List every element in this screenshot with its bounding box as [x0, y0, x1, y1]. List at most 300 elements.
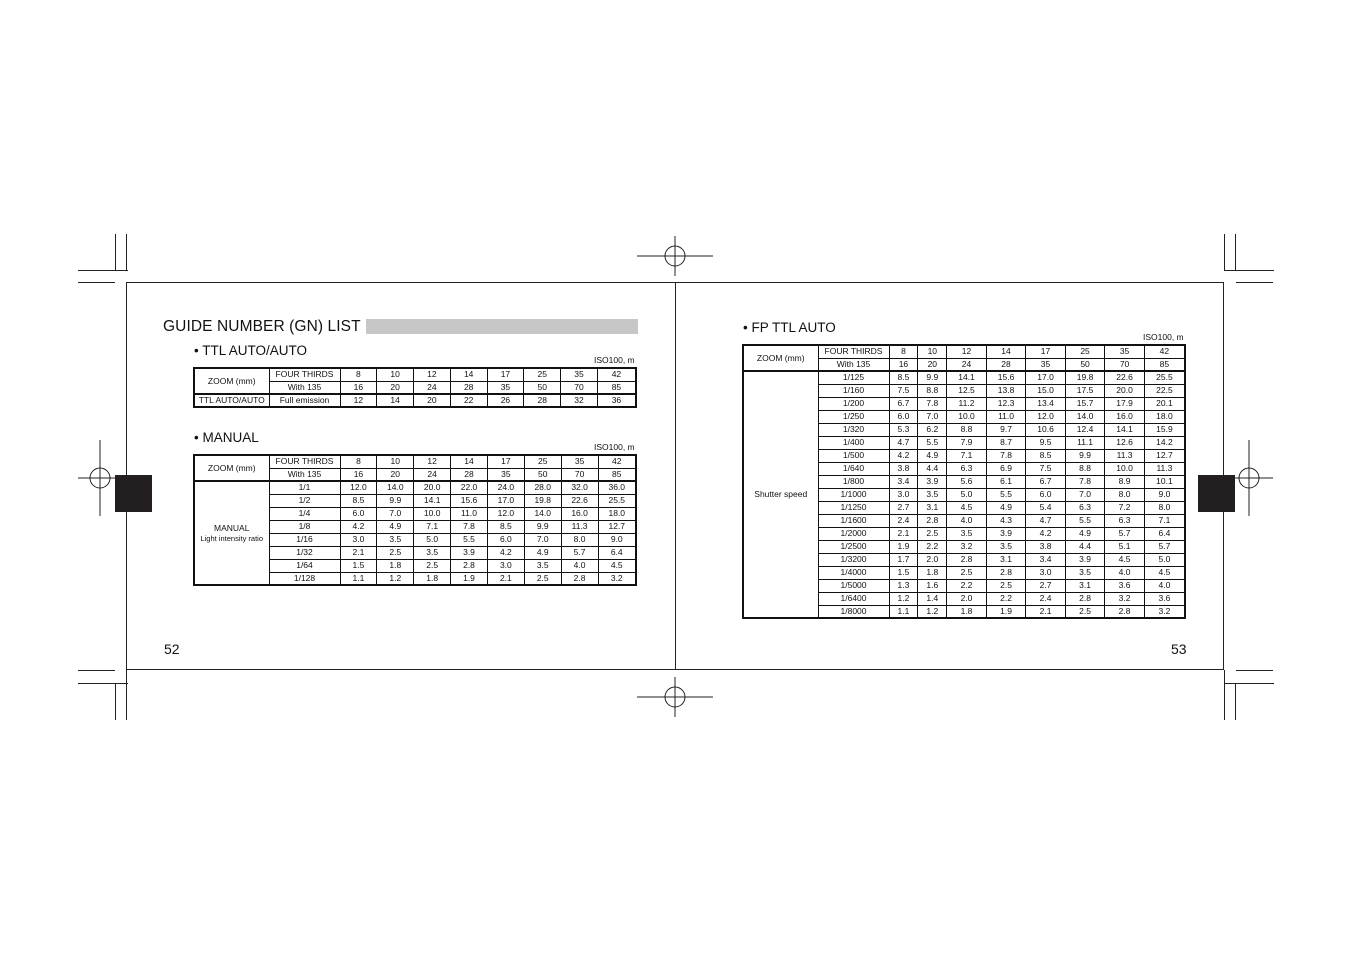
fp-iso-note: ISO100, m: [1143, 332, 1184, 342]
fp-cell: 3.5: [947, 527, 987, 540]
manual-cell: 14.1: [414, 494, 451, 507]
ttl-ft-2: 12: [414, 368, 451, 381]
page-title: GUIDE NUMBER (GN) LIST: [163, 318, 361, 335]
manual-w135-2: 24: [414, 468, 451, 481]
fp-cell: 1.9: [986, 605, 1026, 618]
ttl-w135-4: 35: [487, 381, 524, 394]
fp-cell: 5.0: [1144, 553, 1185, 566]
manual-cell: 6.0: [487, 533, 524, 546]
ttl-val-3: 22: [450, 394, 487, 407]
fp-cell: 14.0: [1065, 410, 1105, 423]
ttl-zoom-label: ZOOM (mm): [194, 368, 269, 394]
fp-ft-1: 10: [918, 345, 947, 358]
fp-cell: 8.0: [1105, 488, 1145, 501]
fp-cell: 3.5: [1065, 566, 1105, 579]
manual-cell: 14.0: [524, 507, 561, 520]
index-tab-left: [115, 475, 152, 512]
fp-row-label: 1/640: [818, 462, 889, 475]
manual-cell: 15.6: [451, 494, 488, 507]
fp-cell: 7.1: [1144, 514, 1185, 527]
manual-cell: 16.0: [561, 507, 598, 520]
fp-cell: 1.7: [889, 553, 918, 566]
fp-cell: 7.5: [1026, 462, 1066, 475]
manual-ft-1: 10: [377, 455, 414, 468]
fp-cell: 5.3: [889, 423, 918, 436]
manual-side-label-2: Light intensity ratio: [200, 533, 264, 543]
fp-cell: 15.6: [986, 371, 1026, 384]
manual-w135-4: 35: [487, 468, 524, 481]
manual-cell: 8.0: [561, 533, 598, 546]
manual-cell: 1.2: [377, 572, 414, 585]
fp-cell: 7.9: [947, 436, 987, 449]
fp-cell: 10.6: [1026, 423, 1066, 436]
fp-ttl-auto-heading: • FP TTL AUTO: [743, 320, 836, 335]
manual-row-label: 1/4: [269, 507, 340, 520]
fp-ft-4: 17: [1026, 345, 1066, 358]
fp-cell: 12.5: [947, 384, 987, 397]
fp-cell: 1.2: [889, 592, 918, 605]
fp-cell: 6.1: [986, 475, 1026, 488]
fp-cell: 6.0: [1026, 488, 1066, 501]
fp-cell: 1.4: [918, 592, 947, 605]
fp-cell: 2.5: [1065, 605, 1105, 618]
ttl-ft-5: 25: [524, 368, 561, 381]
manual-cell: 22.0: [451, 481, 488, 494]
fp-cell: 3.5: [918, 488, 947, 501]
fp-cell: 2.5: [986, 579, 1026, 592]
ttl-w135-1: 20: [377, 381, 414, 394]
fp-cell: 3.9: [986, 527, 1026, 540]
fp-cell: 5.5: [1065, 514, 1105, 527]
fp-cell: 5.4: [1026, 501, 1066, 514]
fp-cell: 3.1: [918, 501, 947, 514]
manual-cell: 9.0: [598, 533, 636, 546]
fp-row-label: 1/125: [818, 371, 889, 384]
manual-cell: 12.0: [487, 507, 524, 520]
fp-cell: 4.2: [889, 449, 918, 462]
manual-row-label: 1/64: [269, 559, 340, 572]
fp-w135-2: 24: [947, 358, 987, 371]
fp-cell: 1.1: [889, 605, 918, 618]
manual-cell: 4.9: [377, 520, 414, 533]
fp-cell: 2.7: [1026, 579, 1066, 592]
ttl-w135-6: 70: [561, 381, 598, 394]
fp-cell: 2.4: [1026, 592, 1066, 605]
fp-cell: 15.7: [1065, 397, 1105, 410]
manual-cell: 7.0: [524, 533, 561, 546]
fp-row-label: 1/6400: [818, 592, 889, 605]
manual-cell: 7.0: [377, 507, 414, 520]
manual-heading: • MANUAL: [194, 430, 259, 445]
ttl-four-thirds-label: FOUR THIRDS: [269, 368, 340, 381]
fp-cell: 4.0: [1105, 566, 1145, 579]
fp-cell: 3.6: [1144, 592, 1185, 605]
fp-cell: 12.0: [1026, 410, 1066, 423]
fp-ttl-auto-table: [742, 344, 1186, 619]
ttl-w135-5: 50: [524, 381, 561, 394]
page-number-left: 52: [164, 641, 180, 657]
fp-cell: 8.8: [918, 384, 947, 397]
manual-cell: 2.5: [377, 546, 414, 559]
ttl-auto-heading: • TTL AUTO/AUTO: [194, 343, 308, 358]
fp-cell: 4.5: [1105, 553, 1145, 566]
fp-zoom-label: ZOOM (mm): [743, 345, 818, 371]
fp-cell: 3.4: [1026, 553, 1066, 566]
fp-cell: 9.5: [1026, 436, 1066, 449]
fp-cell: 5.6: [947, 475, 987, 488]
ttl-iso-note: ISO100, m: [594, 355, 635, 365]
manual-with135-label: With 135: [269, 468, 340, 481]
manual-cell: 3.9: [451, 546, 488, 559]
index-tab-right: [1198, 475, 1235, 512]
fp-cell: 4.5: [1144, 566, 1185, 579]
fp-ft-7: 42: [1144, 345, 1185, 358]
manual-four-thirds-label: FOUR THIRDS: [269, 455, 340, 468]
manual-cell: 3.5: [414, 546, 451, 559]
fp-cell: 2.1: [889, 527, 918, 540]
fp-cell: 11.3: [1144, 462, 1185, 475]
fp-cell: 14.1: [947, 371, 987, 384]
fp-cell: 12.4: [1065, 423, 1105, 436]
manual-w135-6: 70: [561, 468, 598, 481]
fp-cell: 3.9: [1065, 553, 1105, 566]
fp-cell: 5.5: [986, 488, 1026, 501]
ttl-ft-6: 35: [561, 368, 598, 381]
ttl-val-6: 32: [561, 394, 598, 407]
fp-cell: 2.0: [918, 553, 947, 566]
manual-cell: 19.8: [524, 494, 561, 507]
fp-cell: 4.4: [918, 462, 947, 475]
fp-cell: 4.0: [947, 514, 987, 527]
fp-w135-1: 20: [918, 358, 947, 371]
fp-row-label: 1/1000: [818, 488, 889, 501]
fp-cell: 12.7: [1144, 449, 1185, 462]
manual-w135-0: 16: [340, 468, 377, 481]
ttl-w135-3: 28: [450, 381, 487, 394]
fp-cell: 2.7: [889, 501, 918, 514]
title-underbar: [366, 319, 638, 334]
manual-w135-3: 28: [451, 468, 488, 481]
fp-cell: 3.8: [889, 462, 918, 475]
fp-cell: 7.8: [918, 397, 947, 410]
manual-ft-6: 35: [561, 455, 598, 468]
fp-cell: 20.1: [1144, 397, 1185, 410]
manual-cell: 18.0: [598, 507, 636, 520]
fp-w135-4: 35: [1026, 358, 1066, 371]
fp-row-label: 1/320: [818, 423, 889, 436]
manual-cell: 2.8: [561, 572, 598, 585]
fp-cell: 14.2: [1144, 436, 1185, 449]
fp-cell: 16.0: [1105, 410, 1145, 423]
fp-cell: 4.2: [1026, 527, 1066, 540]
fp-cell: 1.8: [947, 605, 987, 618]
fp-cell: 7.8: [1065, 475, 1105, 488]
fp-cell: 13.8: [986, 384, 1026, 397]
manual-row-label: 1/8: [269, 520, 340, 533]
fp-cell: 4.7: [1026, 514, 1066, 527]
manual-cell: 11.3: [561, 520, 598, 533]
fp-cell: 4.9: [986, 501, 1026, 514]
manual-cell: 1.5: [340, 559, 377, 572]
manual-cell: 6.0: [340, 507, 377, 520]
fp-cell: 20.0: [1105, 384, 1145, 397]
fp-cell: 15.0: [1026, 384, 1066, 397]
fp-cell: 1.5: [889, 566, 918, 579]
fp-cell: 2.4: [889, 514, 918, 527]
manual-cell: 1.8: [414, 572, 451, 585]
fp-cell: 2.0: [947, 592, 987, 605]
fp-cell: 8.8: [1065, 462, 1105, 475]
fp-cell: 14.1: [1105, 423, 1145, 436]
manual-cell: 36.0: [598, 481, 636, 494]
manual-w135-1: 20: [377, 468, 414, 481]
fp-row-label: 1/1250: [818, 501, 889, 514]
fp-cell: 6.3: [1065, 501, 1105, 514]
fp-cell: 3.5: [986, 540, 1026, 553]
fp-cell: 4.9: [1065, 527, 1105, 540]
manual-cell: 17.0: [487, 494, 524, 507]
fp-cell: 2.2: [918, 540, 947, 553]
manual-row-label: 1/32: [269, 546, 340, 559]
ttl-val-7: 36: [597, 394, 636, 407]
fp-ft-5: 25: [1065, 345, 1105, 358]
manual-ft-2: 12: [414, 455, 451, 468]
manual-row-label: 1/128: [269, 572, 340, 585]
ttl-val-5: 28: [524, 394, 561, 407]
ttl-mode-label: TTL AUTO/AUTO: [194, 394, 269, 407]
fp-cell: 5.7: [1144, 540, 1185, 553]
fp-cell: 4.7: [889, 436, 918, 449]
manual-cell: 9.9: [524, 520, 561, 533]
fp-cell: 6.9: [986, 462, 1026, 475]
manual-cell: 4.9: [524, 546, 561, 559]
fp-cell: 2.8: [986, 566, 1026, 579]
fp-cell: 2.5: [918, 527, 947, 540]
fp-cell: 6.7: [1026, 475, 1066, 488]
ttl-ft-3: 14: [450, 368, 487, 381]
fp-cell: 2.1: [1026, 605, 1066, 618]
fp-cell: 6.3: [947, 462, 987, 475]
manual-ft-7: 42: [598, 455, 636, 468]
registration-mark-bottom-icon: [637, 677, 713, 717]
fp-ft-3: 14: [986, 345, 1026, 358]
fp-cell: 17.5: [1065, 384, 1105, 397]
manual-cell: 1.1: [340, 572, 377, 585]
manual-ft-5: 25: [524, 455, 561, 468]
fp-cell: 3.2: [1105, 592, 1145, 605]
manual-side-label: [194, 481, 269, 585]
fp-cell: 12.6: [1105, 436, 1145, 449]
manual-cell: 5.0: [414, 533, 451, 546]
fp-cell: 6.0: [889, 410, 918, 423]
manual-cell: 5.5: [451, 533, 488, 546]
fp-cell: 3.8: [1026, 540, 1066, 553]
fp-cell: 11.2: [947, 397, 987, 410]
fp-four-thirds-label: FOUR THIRDS: [818, 345, 889, 358]
manual-row-label: 1/16: [269, 533, 340, 546]
fp-cell: 13.4: [1026, 397, 1066, 410]
manual-cell: 4.2: [487, 546, 524, 559]
fp-cell: 3.2: [947, 540, 987, 553]
fp-cell: 6.2: [918, 423, 947, 436]
fp-row-label: 1/2500: [818, 540, 889, 553]
fp-cell: 4.5: [947, 501, 987, 514]
ttl-w135-0: 16: [340, 381, 377, 394]
manual-cell: 11.0: [451, 507, 488, 520]
fp-w135-5: 50: [1065, 358, 1105, 371]
fp-cell: 7.5: [889, 384, 918, 397]
fp-ft-6: 35: [1105, 345, 1145, 358]
fp-cell: 2.8: [1065, 592, 1105, 605]
fp-cell: 7.0: [1065, 488, 1105, 501]
manual-cell: 1.9: [451, 572, 488, 585]
manual-cell: 24.0: [487, 481, 524, 494]
manual-cell: 9.9: [377, 494, 414, 507]
fp-cell: 3.9: [918, 475, 947, 488]
manual-cell: 32.0: [561, 481, 598, 494]
manual-iso-note: ISO100, m: [594, 442, 635, 452]
manual-cell: 28.0: [524, 481, 561, 494]
page-number-right: 53: [1171, 641, 1187, 657]
fp-cell: 8.9: [1105, 475, 1145, 488]
ttl-val-1: 14: [377, 394, 414, 407]
ttl-ft-7: 42: [597, 368, 636, 381]
fp-cell: 3.6: [1105, 579, 1145, 592]
fp-cell: 22.5: [1144, 384, 1185, 397]
fp-cell: 2.2: [947, 579, 987, 592]
fp-row-label: 1/8000: [818, 605, 889, 618]
fp-side-label-1: Shutter speed: [754, 489, 808, 499]
manual-cell: 22.6: [561, 494, 598, 507]
fp-cell: 8.0: [1144, 501, 1185, 514]
fp-cell: 3.1: [1065, 579, 1105, 592]
fp-cell: 7.0: [918, 410, 947, 423]
fp-cell: 4.4: [1065, 540, 1105, 553]
manual-side-label-1: MANUAL: [214, 522, 250, 533]
manual-cell: 7.8: [451, 520, 488, 533]
manual-row-label: 1/1: [269, 481, 340, 494]
fp-cell: 17.9: [1105, 397, 1145, 410]
manual-cell: 7.1: [414, 520, 451, 533]
fp-w135-3: 28: [986, 358, 1026, 371]
fp-side-label: [743, 371, 818, 618]
fp-row-label: 1/5000: [818, 579, 889, 592]
fp-cell: 7.8: [986, 449, 1026, 462]
manual-cell: 2.1: [487, 572, 524, 585]
manual-cell: 12.7: [598, 520, 636, 533]
manual-cell: 10.0: [414, 507, 451, 520]
fp-row: [743, 371, 1185, 384]
fp-cell: 4.0: [1144, 579, 1185, 592]
fp-cell: 2.8: [918, 514, 947, 527]
manual-cell: 20.0: [414, 481, 451, 494]
manual-row: [194, 481, 636, 494]
fp-ft-2: 12: [947, 345, 987, 358]
manual-cell: 12.0: [340, 481, 377, 494]
manual-cell: 3.5: [524, 559, 561, 572]
fp-cell: 10.0: [1105, 462, 1145, 475]
fp-row-label: 1/160: [818, 384, 889, 397]
fp-cell: 6.3: [1105, 514, 1145, 527]
fp-cell: 19.8: [1065, 371, 1105, 384]
fp-w135-0: 16: [889, 358, 918, 371]
ttl-ft-4: 17: [487, 368, 524, 381]
fp-cell: 5.1: [1105, 540, 1145, 553]
fp-cell: 2.8: [947, 553, 987, 566]
ttl-auto-table: [193, 367, 637, 408]
fp-row-label: 1/3200: [818, 553, 889, 566]
fp-row-label: 1/500: [818, 449, 889, 462]
registration-mark-top-icon: [637, 236, 713, 276]
fp-cell: 3.1: [986, 553, 1026, 566]
fp-with135-label: With 135: [818, 358, 889, 371]
ttl-with135-label: With 135: [269, 381, 340, 394]
manual-cell: 8.5: [340, 494, 377, 507]
manual-cell: 6.4: [598, 546, 636, 559]
manual-w135-5: 50: [524, 468, 561, 481]
fp-cell: 2.2: [986, 592, 1026, 605]
manual-table: [193, 454, 637, 586]
fp-cell: 3.0: [1026, 566, 1066, 579]
fp-cell: 10.0: [947, 410, 987, 423]
fp-cell: 7.1: [947, 449, 987, 462]
fp-cell: 12.3: [986, 397, 1026, 410]
ttl-val-4: 26: [487, 394, 524, 407]
fp-w135-7: 85: [1144, 358, 1185, 371]
fp-cell: 1.3: [889, 579, 918, 592]
manual-cell: 25.5: [598, 494, 636, 507]
fp-cell: 1.9: [889, 540, 918, 553]
fp-cell: 8.5: [1026, 449, 1066, 462]
fp-row-label: 1/400: [818, 436, 889, 449]
fp-cell: 5.0: [947, 488, 987, 501]
ttl-w135-2: 24: [414, 381, 451, 394]
fp-row-label: 1/250: [818, 410, 889, 423]
fp-cell: 25.5: [1144, 371, 1185, 384]
ttl-emission-label: Full emission: [269, 394, 340, 407]
manual-cell: 8.5: [487, 520, 524, 533]
fp-cell: 5.7: [1105, 527, 1145, 540]
fp-cell: 9.0: [1144, 488, 1185, 501]
fp-cell: 4.9: [918, 449, 947, 462]
fp-cell: 17.0: [1026, 371, 1066, 384]
fp-cell: 10.1: [1144, 475, 1185, 488]
manual-ft-4: 17: [487, 455, 524, 468]
manual-ft-3: 14: [451, 455, 488, 468]
fp-cell: 3.2: [1144, 605, 1185, 618]
fp-row-label: 1/4000: [818, 566, 889, 579]
fp-row-label: 1/200: [818, 397, 889, 410]
fp-row-label: 1/2000: [818, 527, 889, 540]
fp-cell: 11.1: [1065, 436, 1105, 449]
manual-cell: 4.0: [561, 559, 598, 572]
fp-cell: 3.4: [889, 475, 918, 488]
fp-cell: 8.7: [986, 436, 1026, 449]
fp-cell: 6.7: [889, 397, 918, 410]
fp-cell: 1.6: [918, 579, 947, 592]
fp-cell: 15.9: [1144, 423, 1185, 436]
fp-cell: 8.8: [947, 423, 987, 436]
fp-cell: 22.6: [1105, 371, 1145, 384]
fp-cell: 9.7: [986, 423, 1026, 436]
ttl-val-2: 20: [414, 394, 451, 407]
manual-w135-7: 85: [598, 468, 636, 481]
manual-cell: 3.5: [377, 533, 414, 546]
fp-row-label: 1/1600: [818, 514, 889, 527]
manual-cell: 2.1: [340, 546, 377, 559]
fp-cell: 8.5: [889, 371, 918, 384]
fp-cell: 4.3: [986, 514, 1026, 527]
